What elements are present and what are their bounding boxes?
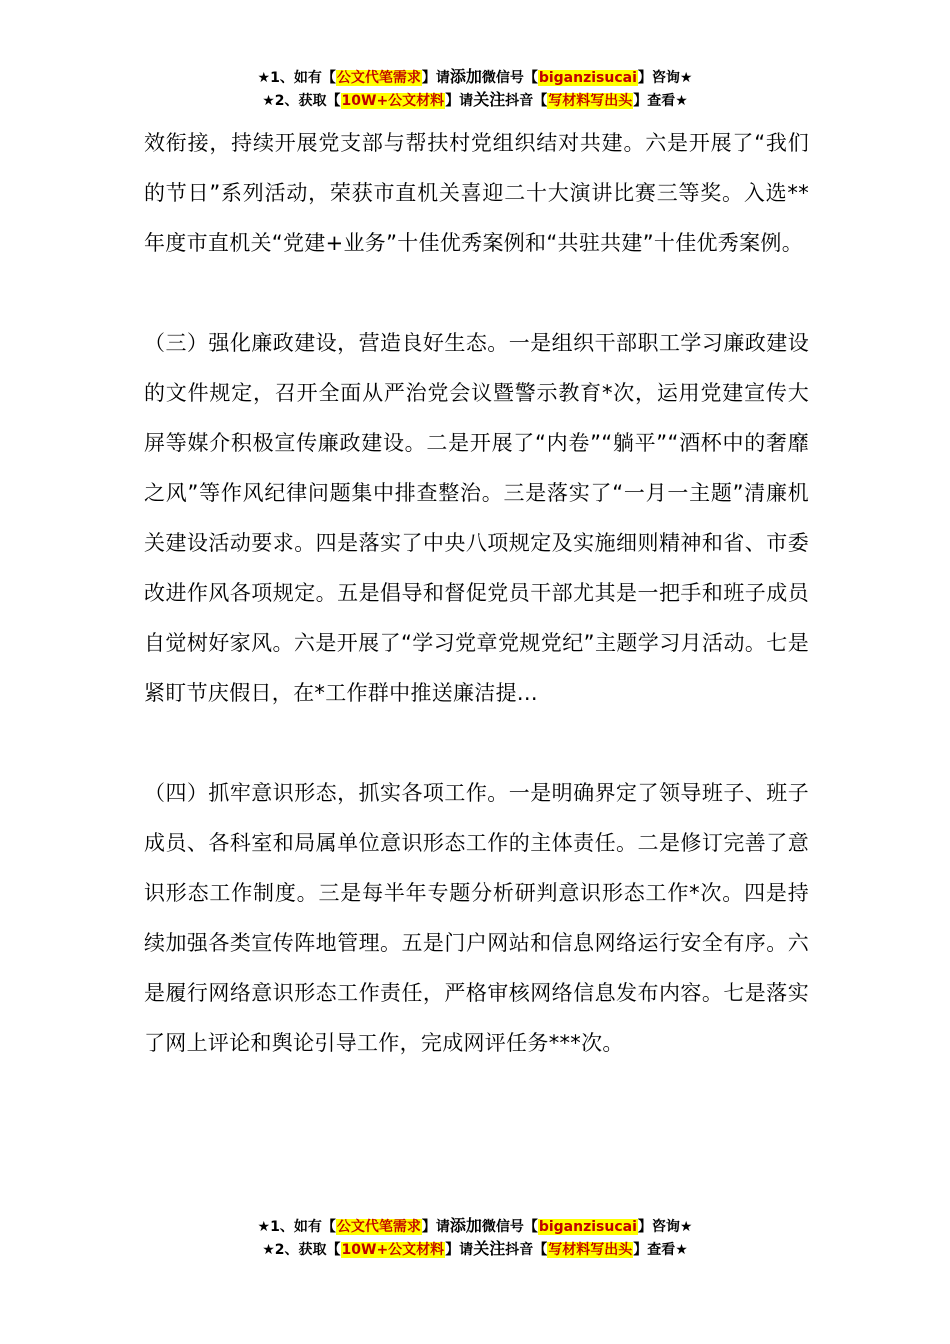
paragraph-spacer xyxy=(144,718,809,768)
paragraph-integrity-building: （三）强化廉政建设，营造良好生态。一是组织干部职工学习廉政建设的文件规定，召开全面从严治党会议暨警示教育*次，运用党建宣传大屏等媒介积极宣传廉政建设。二是开展了“内卷”“躺平”“酒杯中的奢靡之风”等作风纪律问题集中排查整治。三是落实了“一月一主题”清廉机关建设活动要求。四是落实了中央八项规定及实施细则精神和省、市委改进作风各项规定。五是倡导和督促党员干部尤其是一把手和班子成员自觉树好家风。六是开展了“学习党章党规党纪”主题学习月活动。七是紧盯节庆假日，在*工作群中推送廉洁提... xyxy=(144,331,809,705)
paragraph-spacer xyxy=(144,268,809,318)
wechat-id-highlight: biganzisucai xyxy=(538,70,637,86)
banner-emphasis: 关注 xyxy=(473,1239,506,1258)
header-banner xyxy=(0,66,950,112)
banner-emphasis: 添加 xyxy=(449,67,482,86)
paragraph-continuation: 效衔接，持续开展党支部与帮扶村党组织结对共建。六是开展了“我们的节日”系列活动，荣获市直机关喜迎二十大演讲比赛三等奖。入选**年度市直机关“党建+业务”十佳优秀案例和“共驻共建”十佳优秀案例。 xyxy=(144,131,809,255)
banner-line-2 xyxy=(0,89,950,112)
banner-text: 】咨询★ xyxy=(637,70,693,86)
banner-text: ★1、如有【 xyxy=(257,1219,336,1235)
banner-text: 微信号【 xyxy=(481,1219,538,1235)
banner-text: 】请 xyxy=(421,1219,450,1235)
banner-line-2 xyxy=(0,1238,950,1261)
document-body xyxy=(144,118,809,1068)
wechat-id-highlight: biganzisucai xyxy=(538,1219,637,1235)
banner-text: 】请 xyxy=(445,1242,474,1258)
banner-text: 】咨询★ xyxy=(637,1219,693,1235)
douyin-id-highlight: 写材料写出头 xyxy=(548,93,633,109)
banner-line-1 xyxy=(0,1215,950,1238)
douyin-id-highlight: 写材料写出头 xyxy=(548,1242,633,1258)
banner-emphasis: 添加 xyxy=(449,1216,482,1235)
paragraph-ideology-work: （四）抓牢意识形态，抓实各项工作。一是明确界定了领导班子、班子成员、各科室和局属单位意识形态工作的主体责任。二是修订完善了意识形态工作制度。三是每半年专题分析研判意识形态工作*次。四是持续加强各类宣传阵地管理。五是门户网站和信息网络运行安全有序。六是履行网络意识形态工作责任，严格审核网络信息发布内容。七是落实了网上评论和舆论引导工作，完成网评任务***次。 xyxy=(144,781,809,1055)
banner-text: 】查看★ xyxy=(633,93,688,109)
highlight-label: 10W+公文材料 xyxy=(341,93,445,109)
banner-text: ★1、如有【 xyxy=(257,70,336,86)
highlight-label: 10W+公文材料 xyxy=(341,1242,445,1258)
banner-emphasis: 关注 xyxy=(473,90,506,109)
banner-text: ★2、获取【 xyxy=(262,1242,341,1258)
banner-text: 】请 xyxy=(421,70,450,86)
highlight-label: 公文代笔需求 xyxy=(336,1219,421,1235)
footer-banner xyxy=(0,1215,950,1261)
banner-text: 抖音【 xyxy=(505,1242,548,1258)
banner-text: 】查看★ xyxy=(633,1242,688,1258)
banner-text: 抖音【 xyxy=(505,93,548,109)
banner-text: 微信号【 xyxy=(481,70,538,86)
banner-line-1 xyxy=(0,66,950,89)
banner-text: ★2、获取【 xyxy=(262,93,341,109)
highlight-label: 公文代笔需求 xyxy=(336,70,421,86)
banner-text: 】请 xyxy=(445,93,474,109)
